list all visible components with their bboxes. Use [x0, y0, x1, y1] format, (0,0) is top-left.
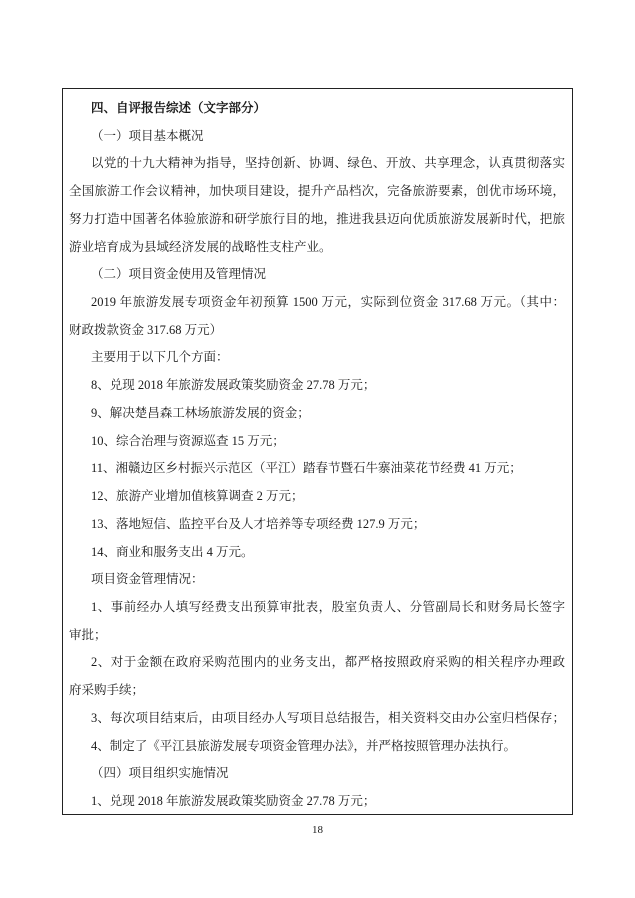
paragraph-line: 游业培育成为县域经济发展的战略性支柱产业。 [69, 239, 332, 254]
management-item-line: 4、制定了《平江县旅游发展专项资金管理办法》，并严格按照管理办法执行。 [91, 738, 517, 753]
subsection-title-fund-usage: （二）项目资金使用及管理情况 [91, 267, 267, 282]
management-intro: 项目资金管理情况： [91, 572, 204, 587]
fund-use-item: 14、商业和服务支出 4 万元。 [91, 544, 254, 559]
fund-use-item: 10、综合治理与资源巡查 15 万元； [91, 433, 285, 448]
budget-line: 财政拨款资金 317.68 万元） [69, 322, 223, 337]
paragraph-line: 以党的十九大精神为指导，坚持创新、协调、绿色、开放、共享理念，认真贯彻落实 [91, 156, 565, 171]
management-item-line: 府采购手续； [69, 683, 145, 698]
management-item-line: 1、事前经办人填写经费支出预算审批表，股室负责人、分管副局长和财务局长签字 [91, 599, 565, 614]
report-frame [62, 88, 573, 815]
fund-use-item: 12、旅游产业增加值核算调查 2 万元； [91, 489, 304, 504]
management-item-line: 审批； [69, 627, 107, 642]
uses-intro: 主要用于以下几个方面： [91, 350, 229, 365]
subsection-title-implementation: （四）项目组织实施情况 [91, 766, 229, 781]
subsection-title-basic-overview: （一）项目基本概况 [91, 128, 204, 143]
paragraph-line: 全国旅游工作会议精神，加快项目建设，提升产品档次，完备旅游要素，创优市场环境， [69, 184, 565, 199]
section-heading: 四、自评报告综述（文字部分） [91, 101, 267, 115]
budget-line: 2019 年旅游发展专项资金年初预算 1500 万元，实际到位资金 317.68 万元。（其中： [91, 295, 565, 310]
paragraph-line: 努力打造中国著名体验旅游和研学旅行目的地，推进我县迈向优质旅游发展新时代，把旅 [69, 211, 565, 226]
fund-use-item: 9、解决楚昌森工林场旅游发展的资金； [91, 405, 310, 420]
management-item-line: 3、每次项目结束后，由项目经办人写项目总结报告，相关资料交由办公室归档保存； [91, 710, 565, 725]
page-number: 18 [312, 824, 323, 836]
implementation-item: 1、兑现 2018 年旅游发展政策奖励资金 27.78 万元； [91, 793, 376, 808]
fund-use-item: 11、湘赣边区乡村振兴示范区（平江）踏春节暨石牛寨油菜花节经费 41 万元； [91, 461, 522, 476]
fund-use-item: 8、兑现 2018 年旅游发展政策奖励资金 27.78 万元； [91, 378, 376, 393]
fund-use-item: 13、落地短信、监控平台及人才培养等专项经费 127.9 万元； [91, 516, 426, 531]
management-item-line: 2、对于金额在政府采购范围内的业务支出，都严格按照政府采购的相关程序办理政 [91, 655, 565, 670]
